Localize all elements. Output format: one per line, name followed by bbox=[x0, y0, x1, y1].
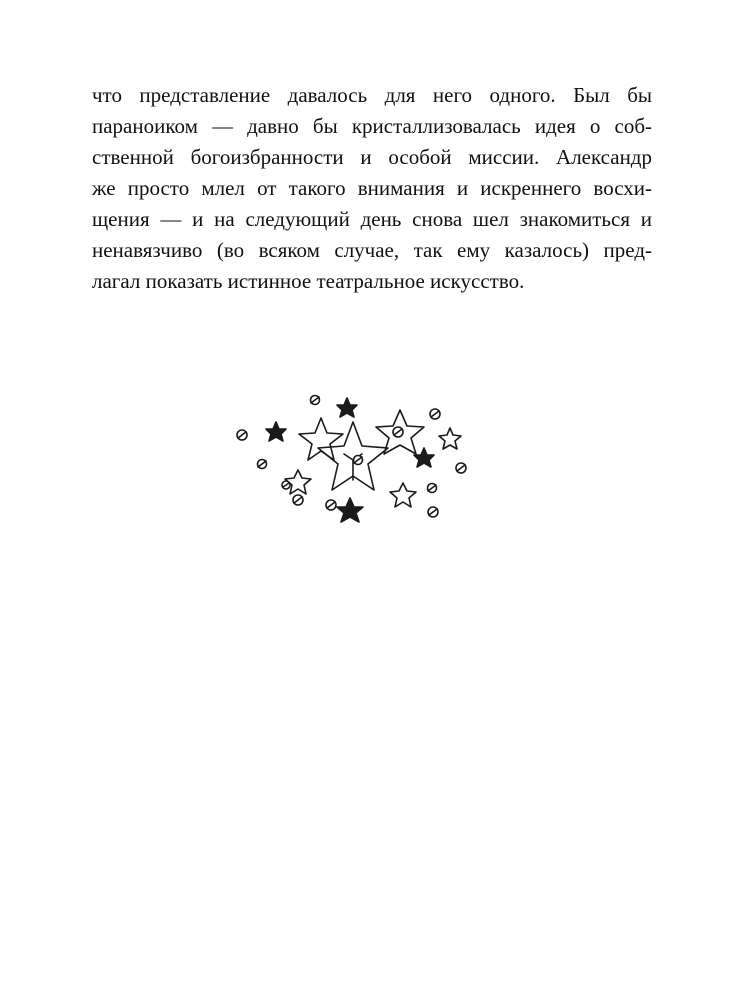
text-line: что представление давалось для него одного. Был бы bbox=[92, 83, 652, 107]
star-outline bbox=[299, 418, 343, 460]
star-outline bbox=[390, 483, 416, 507]
text-line: щения — и на следующий день снова шел знакомиться и bbox=[92, 207, 652, 231]
text-line: ственной богоизбранности и особой миссии. Александр bbox=[92, 145, 652, 169]
star-filled bbox=[414, 448, 434, 467]
text-line: лагал показать истинное театральное искусство. bbox=[92, 269, 525, 293]
star-filled bbox=[266, 422, 286, 441]
text-line: же просто млел от такого внимания и искреннего восхи- bbox=[92, 176, 652, 200]
star-filled bbox=[337, 398, 357, 417]
stars-confetti-icon bbox=[228, 390, 518, 530]
body-paragraph bbox=[92, 80, 652, 297]
text-line: ненавязчиво (во всяком случае, так ему казалось) пред- bbox=[92, 238, 652, 262]
star-filled bbox=[337, 498, 363, 522]
text-line: параноиком — давно бы кристаллизовалась идея о соб- bbox=[92, 114, 652, 138]
star-outline bbox=[439, 428, 461, 449]
